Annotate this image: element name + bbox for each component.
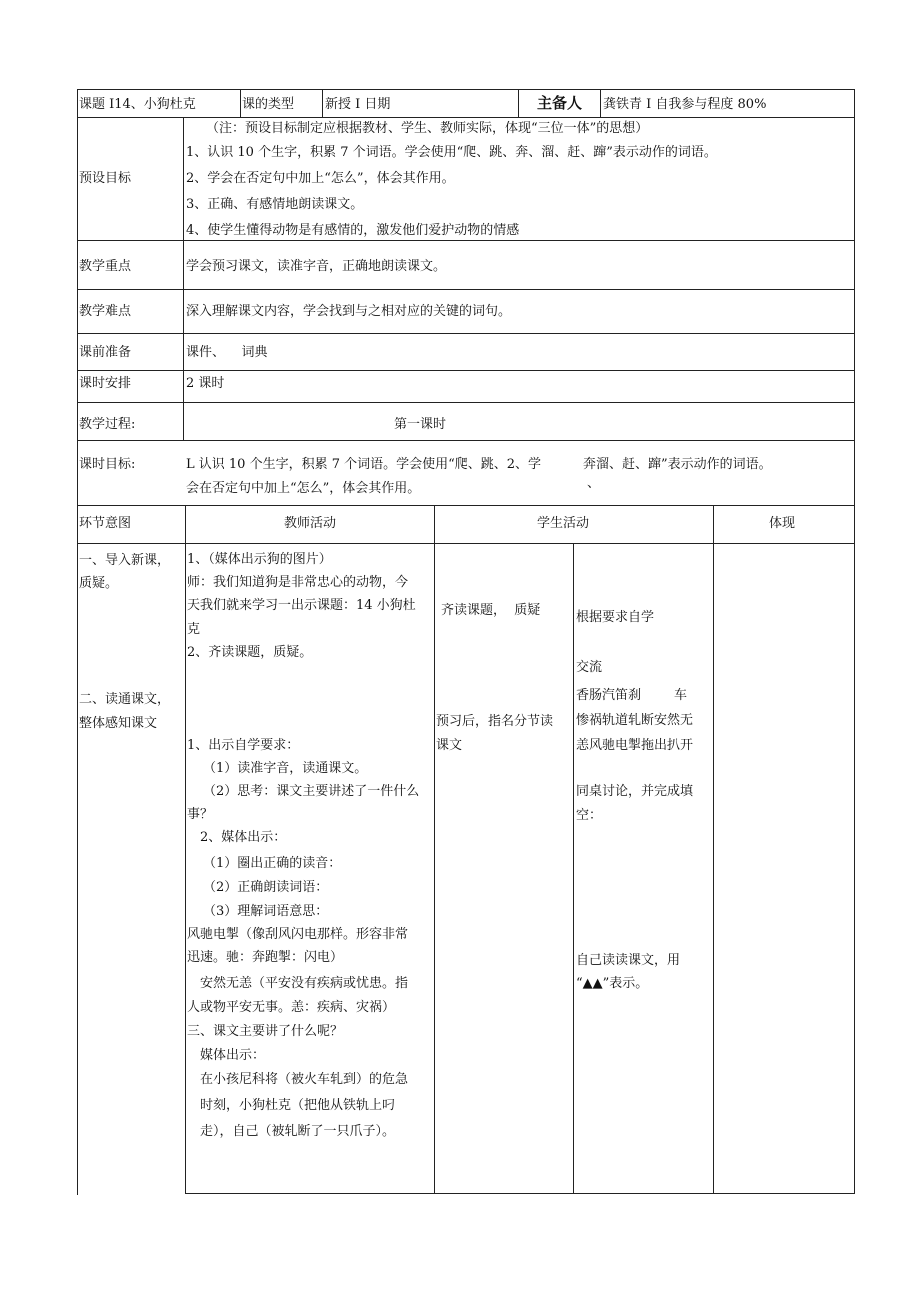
student-b-line: 空： — [576, 808, 603, 823]
rule-4 — [77, 333, 855, 334]
lesson-goal-line1a: L 认识 10 个生字，积累 7 个词语。学会使用“爬、跳、2、学 — [186, 457, 542, 472]
preparation-value: 课件、 词典 — [186, 345, 268, 360]
col-header-section: 环节意图 — [79, 516, 132, 531]
teacher-line: 事？ — [187, 807, 214, 822]
student-b-line: 香肠汽笛刹 车 — [576, 688, 688, 703]
session-title: 第一课时 — [394, 417, 447, 432]
teacher-line: （2）正确朗读词语： — [203, 880, 329, 895]
teacher-line: 人或物平安无事。恙：疾病、灾祸） — [187, 1000, 396, 1015]
student-b-line: 自己读读课文，用 — [576, 953, 681, 968]
rule-9 — [77, 543, 855, 544]
teacher-line: 2、媒体出示： — [200, 830, 287, 845]
student-a-line: 课文 — [436, 738, 463, 753]
teacher-line: 安然无恙（平安没有疾病或忧患。指 — [200, 976, 409, 991]
teacher-line: 克 — [187, 622, 201, 637]
teacher-line: 1、出示自学要求： — [187, 738, 300, 753]
rule-8 — [77, 505, 855, 506]
key-point-value: 学会预习课文，读准字音，正确地朗读课文。 — [186, 259, 447, 274]
section-label: 二、读通课文， — [79, 692, 171, 707]
rule-3 — [77, 289, 855, 290]
goals-note: （注：预设目标制定应根据教材、学生、教师实际，体现“三位一体”的思想） — [206, 121, 649, 136]
rule-6 — [77, 402, 855, 403]
section-label: 整体感知课文 — [79, 716, 158, 731]
col-header-teacher: 教师活动 — [284, 516, 337, 531]
lead-participation-cell: 龚铁青 I 自我参与程度 80% — [603, 97, 767, 112]
teacher-line: 媒体出示： — [200, 1048, 266, 1063]
teacher-line: 在小孩尼科将（被火车轧到）的危急 — [200, 1072, 409, 1087]
rule-col-1 — [185, 505, 186, 1194]
student-b-line: 惨祸轨道轧断安然无 — [576, 713, 694, 728]
teacher-line: （2）思考：课文主要讲述了一件什么 — [203, 784, 420, 799]
teacher-line: 1、（媒体出示狗的图片） — [187, 552, 332, 567]
goals-label: 预设目标 — [79, 171, 132, 186]
lesson-goal-mark: 、 — [587, 476, 601, 491]
lesson-goal-line1b: 奔溜、赶、蹿”表示动作的词语。 — [583, 457, 772, 472]
difficulty-label: 教学难点 — [79, 304, 132, 319]
teacher-line: 迅速。驰：奔跑掣：闪电） — [187, 950, 344, 965]
student-b-line: 恙风驰电掣拖出扒开 — [576, 738, 694, 753]
col-header-reflect: 体现 — [769, 516, 796, 531]
rule-left — [77, 89, 78, 1195]
goal-item: 1、认识 10 个生字，积累 7 个词语。学会使用“爬、跳、奔、溜、赶、蹿”表示动作的词语。 — [186, 145, 717, 160]
teacher-line: 天我们就来学习一出示课题：14 小狗杜 — [187, 598, 416, 613]
rule-7 — [77, 440, 855, 441]
rule-col-4 — [713, 505, 714, 1194]
lesson-goal-label: 课时目标: — [79, 457, 136, 472]
process-label: 教学过程: — [79, 417, 136, 432]
rule-col-2 — [434, 505, 435, 1194]
section-label: 一、导入新课， — [79, 553, 171, 568]
lead-label: 主备人 — [537, 94, 583, 112]
rule-h-c — [518, 89, 519, 117]
teacher-line: （1）读准字音，读通课文。 — [203, 761, 368, 776]
teacher-line: 2、齐读课题，质疑。 — [187, 645, 313, 660]
topic-cell: 课题 I14、小狗杜克 — [79, 97, 196, 112]
goal-item: 2、学会在否定句中加上“怎么”，体会其作用。 — [186, 171, 455, 186]
schedule-value: 2 课时 — [186, 376, 225, 391]
type-label: 课的类型 — [242, 97, 295, 112]
teacher-line: （1）圈出正确的读音： — [203, 856, 342, 871]
student-b-line: “▲▲”表示。 — [576, 976, 649, 991]
student-b-line: 同桌讨论，并完成填 — [576, 784, 694, 799]
teacher-line: 时刻，小狗杜克（把他从铁轨上叼 — [200, 1098, 396, 1113]
student-b-line: 交流 — [576, 660, 603, 675]
rule-h-a — [240, 89, 241, 117]
rule-h-d — [600, 89, 601, 117]
student-b-line: 根据要求自学 — [576, 610, 655, 625]
goal-item: 4、使学生懂得动物是有感情的，激发他们爱护动物的情感 — [186, 223, 520, 238]
rule-5 — [77, 370, 855, 371]
lesson-goal-line2: 会在否定句中加上“怎么”，体会其作用。 — [186, 481, 421, 496]
schedule-label: 课时安排 — [79, 376, 132, 391]
preparation-label: 课前准备 — [79, 345, 132, 360]
key-point-label: 教学重点 — [79, 259, 132, 274]
rule-bottom — [185, 1193, 855, 1194]
rule-top — [77, 89, 855, 90]
rule-2 — [77, 240, 855, 241]
teacher-line: 师：我们知道狗是非常忠心的动物，今 — [187, 575, 409, 590]
student-a-line: 预习后，指名分节读 — [436, 714, 554, 729]
goal-item: 3、正确、有感情地朗读课文。 — [186, 197, 364, 212]
student-a-line: 齐读课题， 质疑 — [441, 603, 541, 618]
col-header-student: 学生活动 — [537, 516, 590, 531]
difficulty-value: 深入理解课文内容，学会找到与之相对应的关键的词句。 — [186, 304, 512, 319]
teacher-line: 三、课文主要讲了什么呢？ — [187, 1024, 344, 1039]
rule-label — [183, 117, 184, 440]
teacher-line: 走），自己（被轧断了一只爪子）。 — [200, 1124, 396, 1139]
rule-h-b — [322, 89, 323, 117]
rule-right — [854, 89, 855, 1194]
teacher-line: 风驰电掣（像刮风闪电那样。形容非常 — [187, 927, 409, 942]
type-date-cell: 新授 I 日期 — [325, 97, 391, 112]
rule-1 — [77, 117, 855, 118]
rule-col-3 — [573, 543, 574, 1194]
section-label: 质疑。 — [79, 576, 119, 591]
teacher-line: （3）理解词语意思： — [203, 904, 329, 919]
